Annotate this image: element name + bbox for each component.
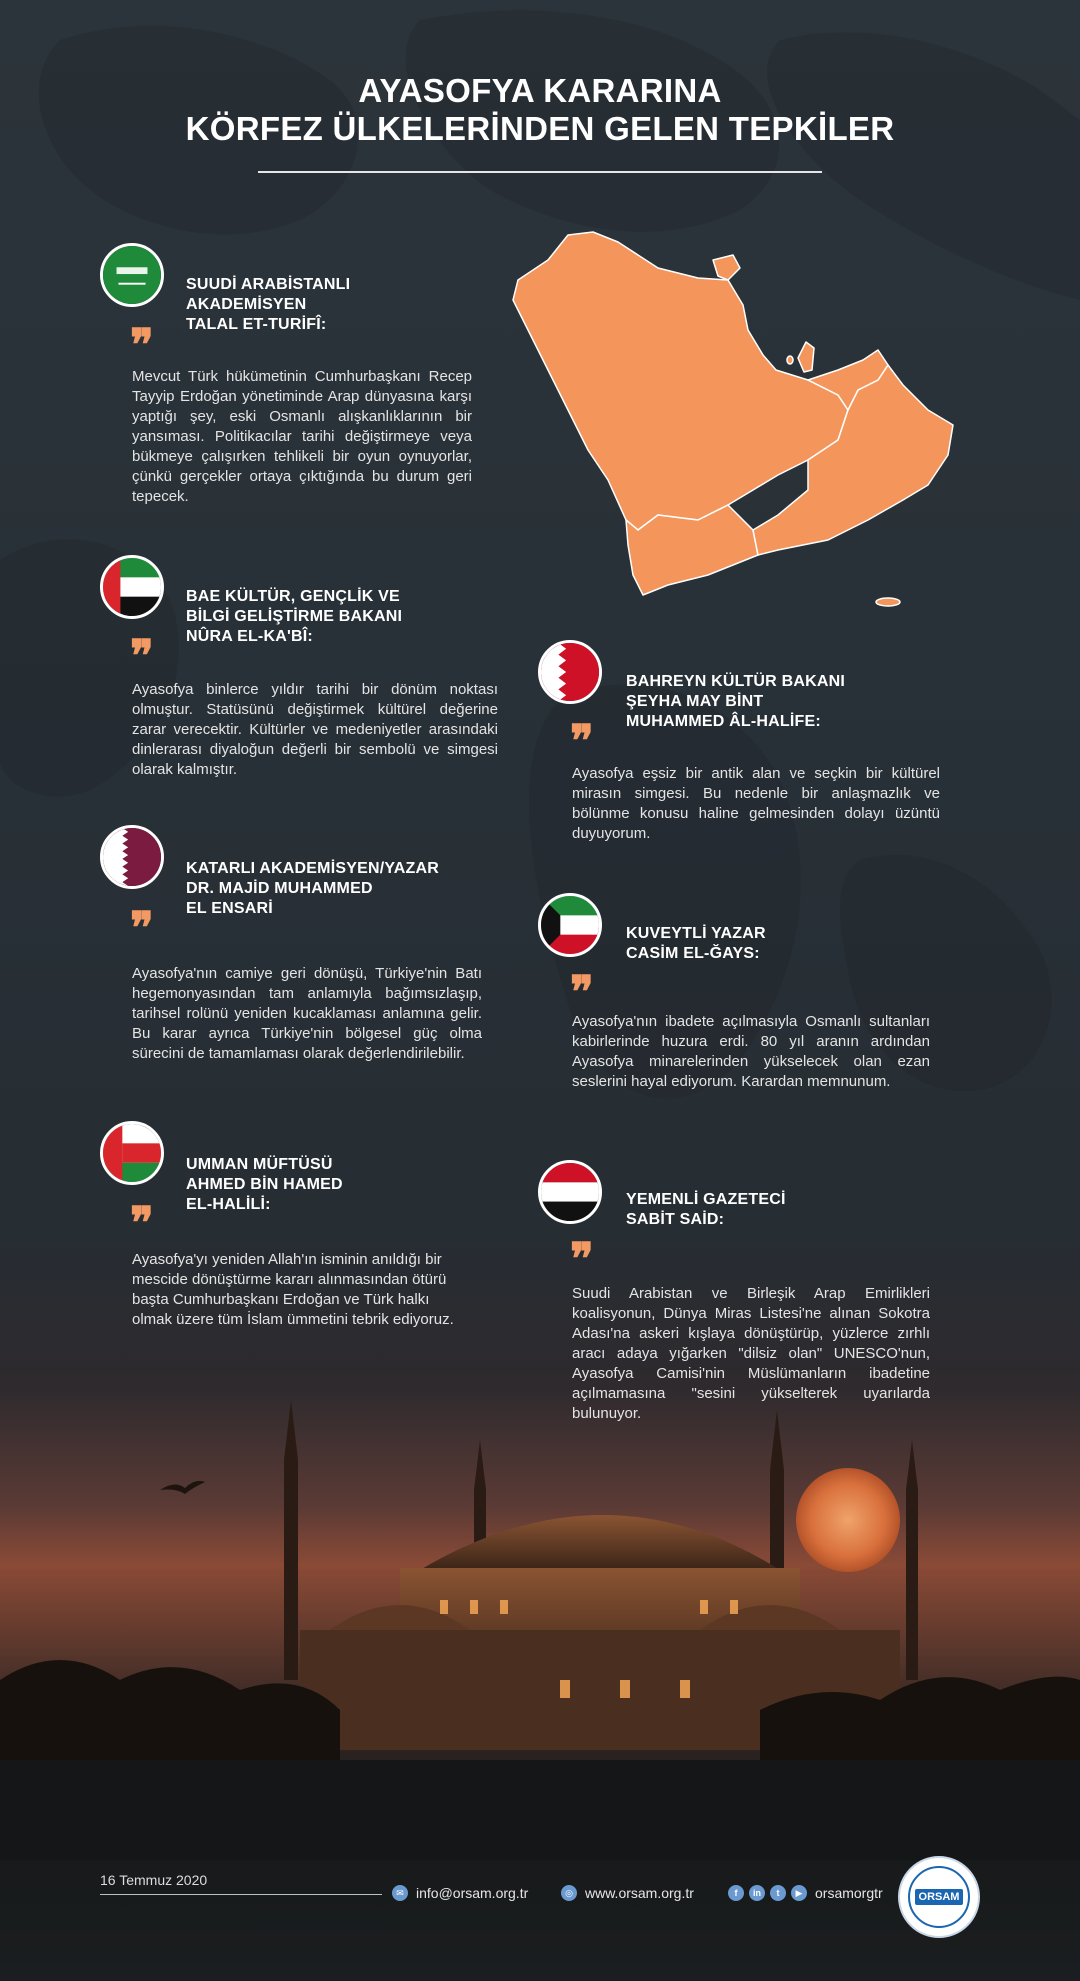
facebook-icon[interactable]: f xyxy=(728,1885,744,1901)
statement-4-text: Ayasofya'yı yeniden Allah'ın isminin anıldığı bir mescide dönüştürme kararı alınmasından ötürü başta Cumhurbaşkanı Erdoğan ve Türk halkı olmak üzere tüm İslam ümmetini tebrik ediyoruz. xyxy=(132,1251,454,1328)
footer-divider xyxy=(100,1894,382,1895)
footer-email[interactable] xyxy=(392,1885,528,1901)
statement-7-text: Suudi Arabistan ve Birleşik Arap Emirlikleri koalisyonun, Dünya Miras Listesi'ne alınan Sokotra Adası'na askeri kışlaya dönüştürüp, yüzlerce zırhlı aracı adaya yığarken "dilsiz olan" UNESCO'nun, Ayasofya Camisi'nin Müslümanların ibadetine açılmamasına "sesini yükselterek uyarılarda bulunuyor. xyxy=(572,1285,930,1422)
quote-icon: ❞ xyxy=(130,631,150,682)
statement-4-heading xyxy=(186,1155,486,1215)
social-handle[interactable]: orsamorgtr xyxy=(815,1885,883,1901)
quote-icon: ❞ xyxy=(570,716,590,767)
statement-3-text: Ayasofya'nın camiye geri dönüşü, Türkiye'nin Batı hegemonyasından tam anlamıyla bağımsızlaşıp, tarihsel rolünü yeniden kucaklaması anlamına gelir. Bu karar ayrıca Türkiye'nin bölgesel güç olma sürecini de tamamlaması olarak değerlendirilebilir. xyxy=(132,965,482,1062)
globe-icon: ◎ xyxy=(561,1885,577,1901)
bird-icon xyxy=(160,1481,205,1494)
email-link[interactable]: info@orsam.org.tr xyxy=(416,1885,529,1901)
heading-line: NÛRA EL-KA'BÎ: xyxy=(186,628,313,645)
heading-line: ŞEYHA MAY BİNT xyxy=(626,693,764,710)
title-divider xyxy=(258,171,822,173)
linkedin-icon[interactable]: in xyxy=(749,1885,765,1901)
logo-ring xyxy=(908,1866,970,1928)
socotra-island xyxy=(876,598,900,606)
orsam-logo xyxy=(898,1856,980,1938)
statement-5-text: Ayasofya eşsiz bir antik alan ve seçkin bir kültürel mirasın simgesi. Bu nedenle bir anlaşmazlık ve bölünme konusu haline gelmesinden dolayı üzüntü duyuyorum. xyxy=(572,765,940,842)
heading-line: SABİT SAİD: xyxy=(626,1211,725,1228)
statement-7-heading xyxy=(626,1190,946,1230)
social-icons xyxy=(728,1885,807,1901)
statement-5-heading xyxy=(626,672,946,732)
statement-6-heading xyxy=(626,924,946,964)
hagia-sophia-illustration xyxy=(0,1380,1080,1860)
qatar-region xyxy=(798,342,814,372)
mail-icon: ✉ xyxy=(392,1885,408,1901)
heading-line: AKADEMİSYEN xyxy=(186,296,307,313)
heading-line: MUHAMMED ÂL-HALİFE: xyxy=(626,713,821,730)
kuwait-region xyxy=(713,255,740,280)
heading-line: SUUDİ ARABİSTANLI xyxy=(186,276,351,293)
heading-line: DR. MAJİD MUHAMMED xyxy=(186,880,373,897)
page-title xyxy=(0,72,1080,148)
quote-icon: ❞ xyxy=(130,903,150,954)
footer-website[interactable] xyxy=(561,1885,694,1901)
heading-line: BAE KÜLTÜR, GENÇLİK VE xyxy=(186,588,400,605)
quote-icon: ❞ xyxy=(570,1234,590,1285)
heading-line: KATARLI AKADEMİSYEN/YAZAR xyxy=(186,860,440,877)
statement-3-heading xyxy=(186,859,486,919)
heading-line: BİLGİ GELİŞTİRME BAKANI xyxy=(186,608,403,625)
saudi-arabia-region xyxy=(513,232,848,530)
statement-1-heading xyxy=(186,275,486,335)
heading-line: KUVEYTLİ YAZAR xyxy=(626,925,766,942)
statement-6-text: Ayasofya'nın ibadete açılmasıyla Osmanlı sultanları kabirlerinde huzura erdi. 80 yıl aranın ardından Ayasofya minarelerinden yükselecek olan ezan seslerini hayal ediyorum. Karardan memnunum. xyxy=(572,1013,930,1090)
publish-date: 16 Temmuz 2020 xyxy=(100,1872,208,1888)
heading-line: AHMED BİN HAMED xyxy=(186,1176,343,1193)
logo-text: ORSAM xyxy=(915,1889,964,1905)
heading-line: BAHREYN KÜLTÜR BAKANI xyxy=(626,673,846,690)
twitter-icon[interactable]: t xyxy=(770,1885,786,1901)
title-line-1: AYASOFYA KARARINA xyxy=(358,72,722,109)
oman-flag-icon xyxy=(100,1121,164,1185)
website-link[interactable]: www.orsam.org.tr xyxy=(585,1885,694,1901)
quote-icon: ❞ xyxy=(130,320,150,371)
bahrain-flag-icon xyxy=(538,640,602,704)
heading-line: EL ENSARİ xyxy=(186,900,273,917)
kuwait-flag-icon xyxy=(538,893,602,957)
gulf-region-map xyxy=(508,230,964,610)
statement-2-text: Ayasofya binlerce yıldır tarihi bir dönüm noktası olmuştur. Statüsünü değiştirmek kültürel değerine zarar verecektir. Kültürler ve medeniyetler arasındaki dinlerarası diyaloğun değerli bir sembolü ve simgesi olarak kalmıştır. xyxy=(132,681,498,778)
statement-1-text: Mevcut Türk hükümetinin Cumhurbaşkanı Recep Tayyip Erdoğan yönetiminde Arap dünyasına karşı yaptığı şey, eski Osmanlı alışkanlıklarının bir yansıması. Politikacılar tarihi değiştirmeye veya bükmeye çalışırken tehlikeli bir oyun oynuyorlar, çünkü gerçekler ortaya çıktığında bu durum geri tepecek. xyxy=(132,368,472,505)
quote-icon: ❞ xyxy=(130,1198,150,1249)
uae-flag-icon xyxy=(100,555,164,619)
heading-line: TALAL ET-TURİFÎ: xyxy=(186,316,327,333)
heading-line: CASİM EL-ĞAYS: xyxy=(626,945,760,962)
title-line-2: KÖRFEZ ÜLKELERİNDEN GELEN TEPKİLER xyxy=(185,110,895,147)
statement-2-heading xyxy=(186,587,486,647)
yemen-flag-icon xyxy=(538,1160,602,1224)
moon xyxy=(796,1468,900,1572)
saudi-flag-icon xyxy=(100,243,164,307)
bahrain-island xyxy=(787,356,793,364)
qatar-flag-icon xyxy=(100,825,164,889)
quote-icon: ❞ xyxy=(570,967,590,1018)
heading-line: EL-HALİLİ: xyxy=(186,1196,271,1213)
footer-social xyxy=(728,1885,883,1901)
heading-line: UMMAN MÜFTÜSÜ xyxy=(186,1156,333,1173)
youtube-icon[interactable]: ▶ xyxy=(791,1885,807,1901)
heading-line: YEMENLİ GAZETECİ xyxy=(626,1191,786,1208)
